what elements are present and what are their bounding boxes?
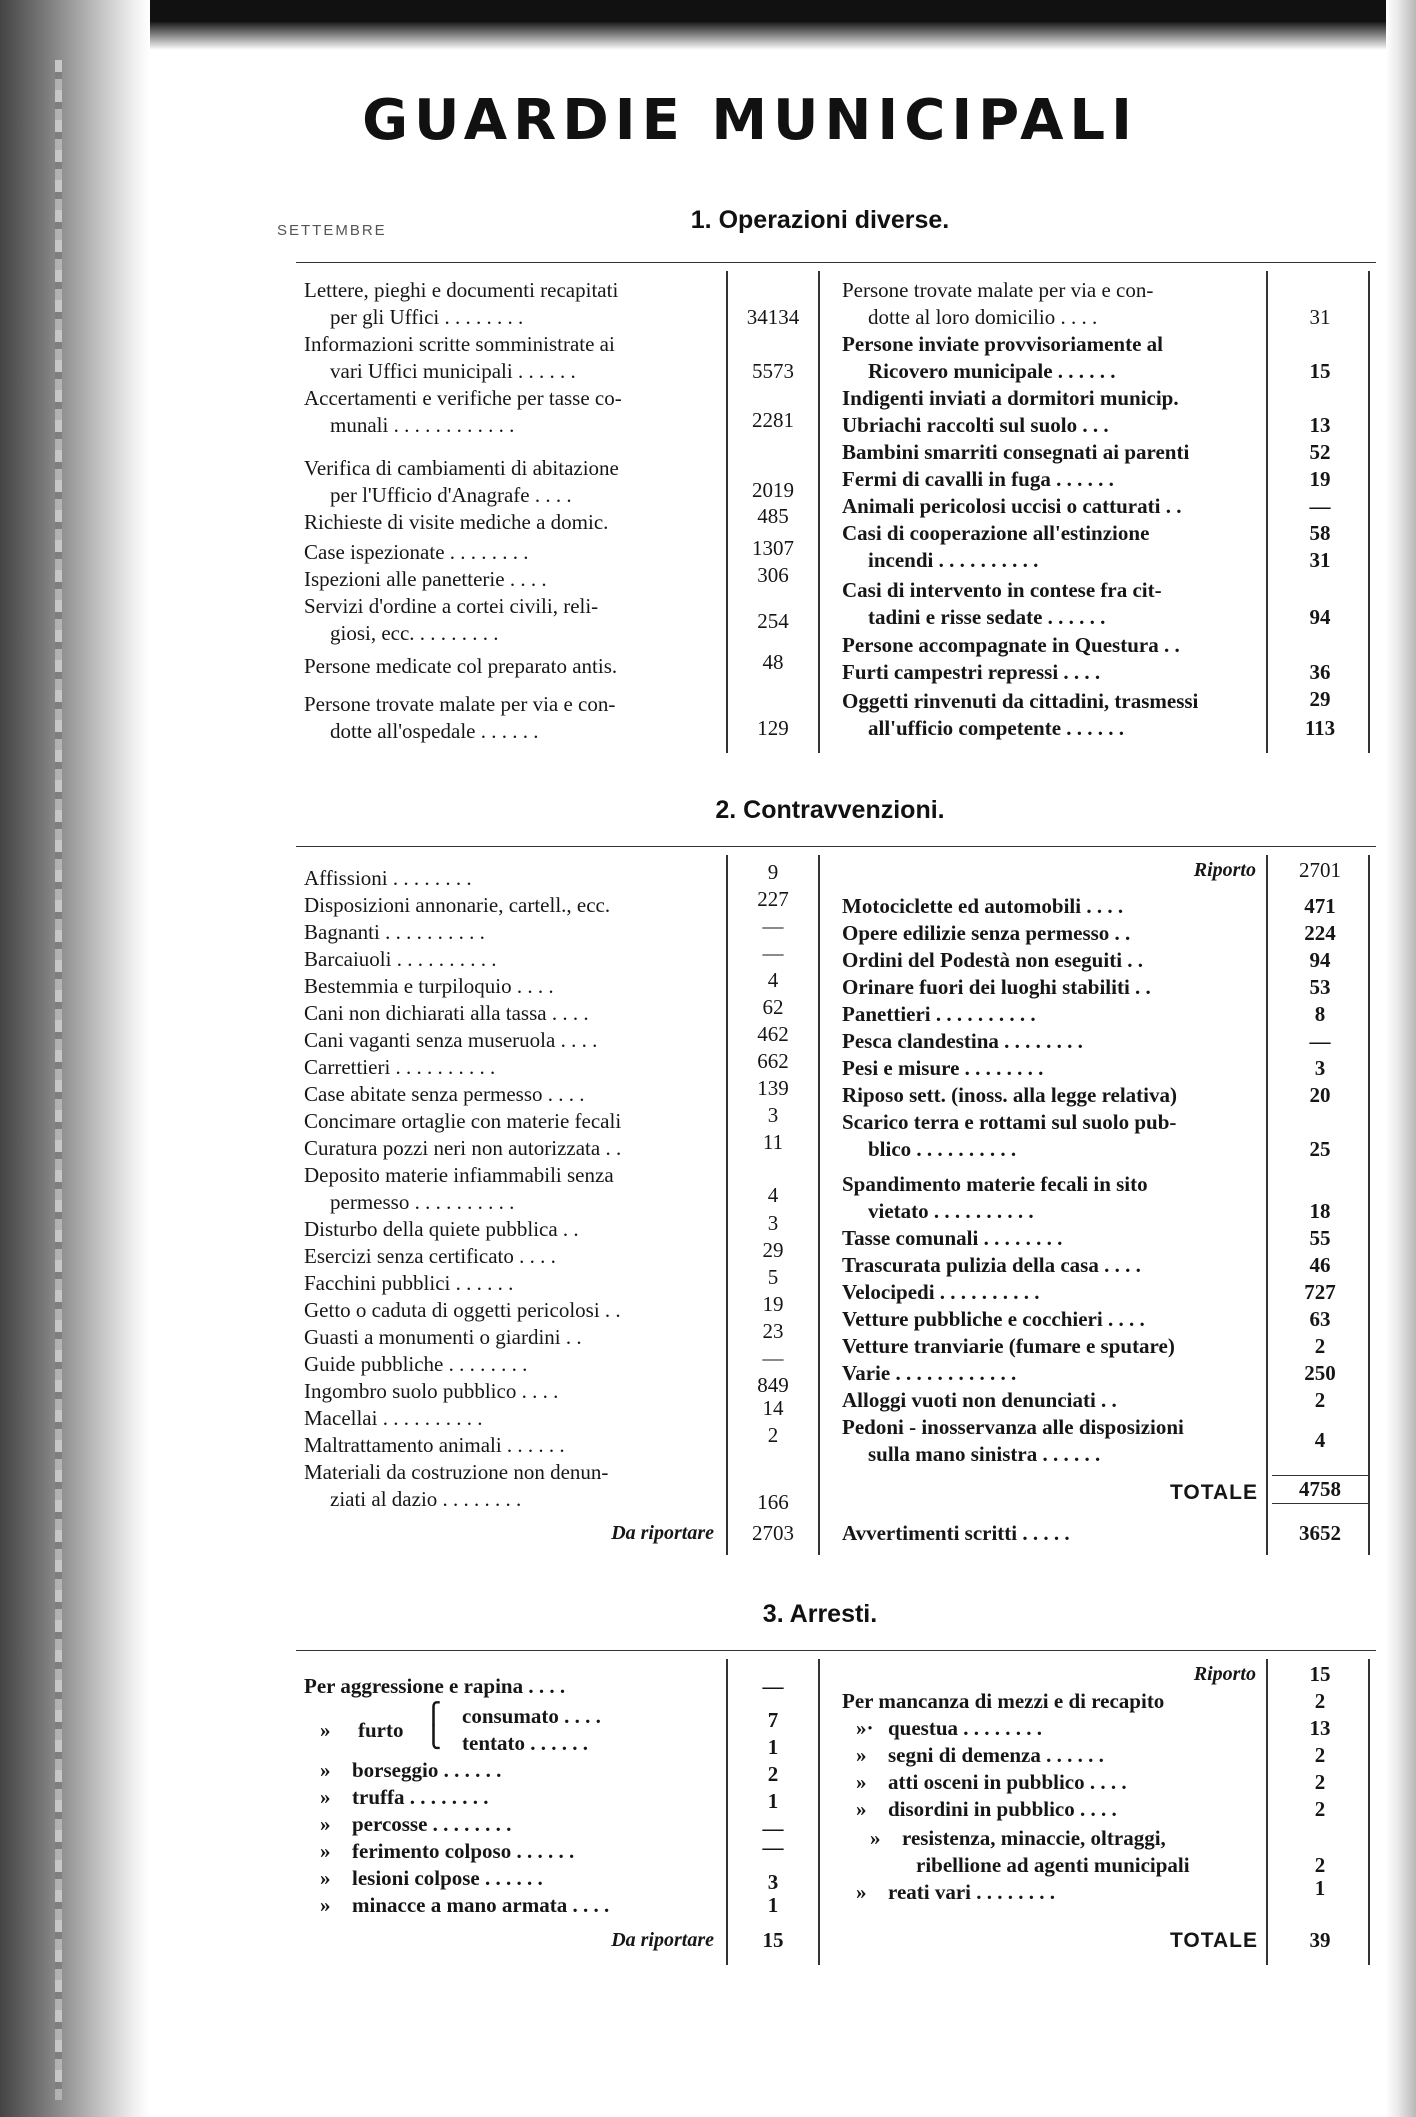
right-total — [842, 1479, 1376, 1506]
text-cell: Case ispezionate . . . . . . . . — [304, 540, 529, 564]
text-cell: » — [856, 1770, 867, 1794]
text-cell: 2 — [1314, 1770, 1326, 1794]
text-cell: 18 — [1309, 1199, 1331, 1223]
text-cell: dotte all'ospedale . . . . . . — [330, 719, 539, 743]
text-cell: Riporto — [1193, 859, 1256, 881]
text-cell: Ricovero municipale . . . . . . — [868, 359, 1116, 383]
list-item — [304, 1459, 824, 1513]
text-cell: tentato . . . . . . — [462, 1731, 588, 1755]
text-cell: giosi, ecc. . . . . . . . . — [330, 621, 499, 645]
right-total — [842, 1927, 1376, 1954]
column-rule — [818, 1659, 820, 1965]
text-cell: 5 — [767, 1265, 779, 1289]
text-cell: Da riportare — [611, 1522, 714, 1544]
text-cell: 166 — [757, 1490, 789, 1514]
list-item — [842, 1360, 1376, 1387]
text-cell: 15 — [1309, 359, 1331, 383]
text-cell: 23 — [762, 1319, 784, 1343]
text-cell: » — [856, 1880, 867, 1904]
text-cell: Bambini smarriti consegnati ai parenti — [842, 440, 1190, 464]
text-cell: 11 — [762, 1130, 784, 1154]
text-cell: 4 — [1314, 1428, 1326, 1452]
list-item — [842, 277, 1376, 331]
section-1-title: 1. Operazioni diverse. — [690, 206, 950, 234]
text-cell: 2 — [1314, 1853, 1326, 1877]
list-item — [842, 1055, 1376, 1082]
text-cell: consumato . . . . — [462, 1704, 601, 1728]
text-cell: 2281 — [752, 408, 794, 432]
text-cell: resistenza, minaccie, oltraggi, — [902, 1826, 1166, 1850]
text-cell: Oggetti rinvenuti da cittadini, trasmessi — [842, 689, 1199, 713]
text-cell: vari Uffici municipali . . . . . . — [330, 359, 576, 383]
text-cell: ⎧ — [426, 1703, 441, 1725]
text-cell: Persone trovate malate per via e con- — [842, 278, 1154, 302]
list-item — [304, 277, 824, 331]
text-cell: Deposito materie infiammabili senza — [304, 1163, 614, 1187]
text-cell: Informazioni scritte somministrate ai — [304, 332, 615, 356]
left-carry-forward — [304, 1520, 824, 1547]
text-cell: borseggio . . . . . . — [352, 1758, 502, 1782]
text-cell: Panettieri . . . . . . . . . . — [842, 1002, 1036, 1026]
section-1-table — [296, 262, 1376, 754]
text-cell: 58 — [1309, 521, 1331, 545]
written-warnings — [842, 1520, 1376, 1547]
text-cell: Macellai . . . . . . . . . . — [304, 1406, 483, 1430]
text-cell: ziati al dazio . . . . . . . . — [330, 1487, 522, 1511]
text-cell: 1 — [767, 1789, 779, 1813]
text-cell: 250 — [1304, 1361, 1336, 1385]
page-title: GUARDIE MUNICIPALI — [362, 88, 1138, 153]
text-cell: 13 — [1309, 413, 1331, 437]
list-item — [842, 920, 1376, 947]
text-cell: Persone trovate malate per via e con- — [304, 692, 616, 716]
text-cell: Alloggi vuoti non denunciati . . — [842, 1388, 1117, 1412]
text-cell: ⎩ — [426, 1727, 441, 1749]
text-cell: Persone medicate col preparato antis. — [304, 654, 618, 678]
text-cell: Materiali da costruzione non denun- — [304, 1460, 609, 1484]
text-cell: Accertamenti e verifiche per tasse co- — [304, 386, 622, 410]
text-cell: 2703 — [752, 1521, 794, 1545]
text-cell: 2 — [767, 1762, 779, 1786]
text-cell: ribellione ad agenti municipali — [916, 1853, 1190, 1877]
text-cell: 3 — [1314, 1056, 1326, 1080]
list-item — [842, 893, 1376, 920]
list-item — [842, 1082, 1376, 1109]
month-label: SETTEMBRE — [277, 222, 387, 239]
list-item — [304, 1162, 824, 1216]
text-cell: Disposizioni annonarie, cartell., ecc. — [304, 893, 611, 917]
text-cell: 29 — [1309, 687, 1331, 711]
text-cell: 1 — [767, 1735, 779, 1759]
text-cell: munali . . . . . . . . . . . . — [330, 413, 515, 437]
list-item — [842, 1171, 1376, 1225]
text-cell: Riporto — [1193, 1663, 1256, 1685]
text-cell: Vetture tranviarie (fumare e sputare) — [842, 1334, 1175, 1358]
text-cell: 13 — [1309, 1716, 1331, 1740]
text-cell: » — [320, 1839, 331, 1863]
list-item — [842, 1688, 1376, 1715]
text-cell: segni di demenza . . . . . . — [888, 1743, 1104, 1767]
text-cell: 2701 — [1299, 858, 1341, 882]
text-cell: Verifica di cambiamenti di abitazione — [304, 456, 619, 480]
text-cell: 14 — [762, 1396, 784, 1420]
list-item — [842, 974, 1376, 1001]
text-cell: 1 — [767, 1893, 779, 1917]
text-cell: Animali pericolosi uccisi o catturati . . — [842, 494, 1182, 518]
right-carry-over — [842, 857, 1376, 884]
text-cell: 254 — [757, 609, 789, 633]
text-cell: 3 — [767, 1103, 779, 1127]
text-cell: reati vari . . . . . . . . — [888, 1880, 1055, 1904]
text-cell: 29 — [762, 1238, 784, 1262]
text-cell: Esercizi senza certificato . . . . — [304, 1244, 556, 1268]
left-carry-forward — [304, 1927, 824, 1954]
text-cell: » — [320, 1893, 331, 1917]
text-cell: Tasse comunali . . . . . . . . — [842, 1226, 1063, 1250]
text-cell: 15 — [1309, 1662, 1331, 1686]
text-cell: 94 — [1309, 605, 1331, 629]
text-cell: minacce a mano armata . . . . — [352, 1893, 610, 1917]
text-cell: 31 — [1309, 548, 1331, 572]
list-item — [304, 455, 824, 509]
text-cell: 3 — [767, 1870, 779, 1894]
text-cell: Per mancanza di mezzi e di recapito — [842, 1689, 1165, 1713]
text-cell: Affissioni . . . . . . . . — [304, 866, 472, 890]
text-cell: 39 — [1309, 1928, 1331, 1952]
text-cell: 462 — [757, 1022, 789, 1046]
list-item — [842, 1306, 1376, 1333]
text-cell: 94 — [1309, 948, 1331, 972]
text-cell: Ingombro suolo pubblico . . . . — [304, 1379, 559, 1403]
text-cell: » — [320, 1718, 331, 1742]
text-cell: furto — [358, 1718, 404, 1742]
list-item — [842, 947, 1376, 974]
section-3-table — [296, 1650, 1376, 1966]
text-cell: Indigenti inviati a dormitori municip. — [842, 386, 1179, 410]
text-cell: 1 — [1314, 1876, 1326, 1900]
text-cell: Riposo sett. (inoss. alla legge relativa) — [842, 1083, 1177, 1107]
text-cell: Fermi di cavalli in fuga . . . . . . — [842, 467, 1114, 491]
text-cell: Guide pubbliche . . . . . . . . — [304, 1352, 528, 1376]
list-item — [842, 1109, 1376, 1163]
text-cell: Spandimento materie fecali in sito — [842, 1172, 1148, 1196]
text-cell: — — [762, 1346, 784, 1370]
text-cell: 3 — [767, 1211, 779, 1235]
text-cell: 113 — [1304, 716, 1336, 740]
text-cell: percosse . . . . . . . . — [352, 1812, 512, 1836]
text-cell: — — [762, 1816, 784, 1840]
text-cell: 63 — [1309, 1307, 1331, 1331]
text-cell: Pedoni - inosservanza alle disposizioni — [842, 1415, 1184, 1439]
text-cell: 31 — [1309, 305, 1331, 329]
text-cell: 4 — [767, 1183, 779, 1207]
text-cell: Casi di intervento in contese fra cit- — [842, 578, 1162, 602]
text-cell: 139 — [757, 1076, 789, 1100]
list-item — [842, 1279, 1376, 1306]
section-3-title: 3. Arresti. — [762, 1600, 878, 1628]
text-cell: Carrettieri . . . . . . . . . . — [304, 1055, 496, 1079]
text-cell: 4 — [767, 968, 779, 992]
text-cell: 485 — [757, 504, 789, 528]
list-item — [304, 1673, 824, 1700]
text-cell: Guasti a monumenti o giardini . . — [304, 1325, 582, 1349]
text-cell: Persone inviate provvisoriamente al — [842, 332, 1163, 356]
text-cell: 15 — [762, 1928, 784, 1952]
list-item — [842, 688, 1376, 742]
text-cell: 48 — [762, 650, 784, 674]
list-item — [304, 331, 824, 385]
list-item — [842, 1001, 1376, 1028]
text-cell: TOTALE — [1169, 1929, 1258, 1952]
text-cell: TOTALE — [1169, 1481, 1258, 1504]
text-cell: Getto o caduta di oggetti pericolosi . . — [304, 1298, 621, 1322]
text-cell: 2019 — [752, 478, 794, 502]
text-cell: 471 — [1304, 894, 1336, 918]
text-cell: » — [870, 1826, 881, 1850]
text-cell: Persone accompagnate in Questura . . — [842, 633, 1180, 657]
text-cell: Lettere, pieghi e documenti recapitati — [304, 278, 619, 302]
text-cell: — — [762, 914, 784, 938]
text-cell: Disturbo della quiete pubblica . . — [304, 1217, 579, 1241]
text-cell: Furti campestri repressi . . . . — [842, 660, 1101, 684]
text-cell: 36 — [1309, 660, 1331, 684]
text-cell: per l'Ufficio d'Anagrafe . . . . — [330, 483, 572, 507]
text-cell: 2 — [1314, 1743, 1326, 1767]
text-cell: blico . . . . . . . . . . — [868, 1137, 1017, 1161]
list-item — [304, 385, 824, 439]
list-item — [304, 1423, 824, 1459]
text-cell: Casi di cooperazione all'estinzione — [842, 521, 1150, 545]
list-item — [842, 1387, 1376, 1414]
text-cell: Motociclette ed automobili . . . . — [842, 894, 1124, 918]
text-cell: per gli Uffici . . . . . . . . — [330, 305, 524, 329]
text-cell: 1307 — [752, 536, 794, 560]
list-item — [304, 650, 824, 680]
text-cell: Da riportare — [611, 1929, 714, 1951]
text-cell: 727 — [1304, 1280, 1336, 1304]
text-cell: vietato . . . . . . . . . . — [868, 1199, 1034, 1223]
text-cell: — — [1309, 494, 1331, 518]
list-item — [842, 577, 1376, 631]
text-cell: — — [762, 1835, 784, 1859]
list-item — [842, 1252, 1376, 1279]
text-cell: Bagnanti . . . . . . . . . . — [304, 920, 485, 944]
text-cell: Ordini del Podestà non eseguiti . . — [842, 948, 1144, 972]
text-cell: permesso . . . . . . . . . . — [330, 1190, 515, 1214]
list-item — [304, 593, 824, 647]
text-cell: 62 — [762, 995, 784, 1019]
text-cell: Concimare ortaglie con materie fecali — [304, 1109, 622, 1133]
text-cell: 8 — [1314, 1002, 1326, 1026]
text-cell: » — [320, 1758, 331, 1782]
section-2-table — [296, 846, 1376, 1558]
text-cell: 5573 — [752, 359, 794, 383]
list-item — [842, 1028, 1376, 1055]
list-item — [304, 691, 824, 745]
text-cell: Pesi e misure . . . . . . . . — [842, 1056, 1044, 1080]
text-cell: all'ufficio competente . . . . . . — [868, 716, 1125, 740]
text-cell: » — [856, 1797, 867, 1821]
text-cell: 849 — [757, 1373, 789, 1397]
text-cell: Vetture pubbliche e cocchieri . . . . — [842, 1307, 1145, 1331]
list-item — [842, 1333, 1376, 1360]
text-cell: — — [1309, 1029, 1331, 1053]
text-cell: 25 — [1309, 1137, 1331, 1161]
text-cell: 19 — [762, 1292, 784, 1316]
text-cell: atti osceni in pubblico . . . . — [888, 1770, 1127, 1794]
text-cell: » — [320, 1866, 331, 1890]
text-cell: incendi . . . . . . . . . . — [868, 548, 1039, 572]
text-cell: Curatura pozzi neri non autorizzata . . — [304, 1136, 622, 1160]
text-cell: Ispezioni alle panetterie . . . . — [304, 567, 547, 591]
text-cell: Orinare fuori dei luoghi stabiliti . . — [842, 975, 1151, 999]
text-cell: » — [320, 1812, 331, 1836]
text-cell: 2 — [1314, 1797, 1326, 1821]
text-cell: » — [320, 1785, 331, 1809]
text-cell: Ubriachi raccolti sul suolo . . . — [842, 413, 1109, 437]
text-cell: dotte al loro domicilio . . . . — [868, 305, 1098, 329]
text-cell: sulla mano sinistra . . . . . . — [868, 1442, 1101, 1466]
text-cell: 2 — [1314, 1334, 1326, 1358]
text-cell: 4758 — [1272, 1475, 1368, 1504]
right-carry-over — [842, 1661, 1376, 1688]
text-cell: Opere edilizie senza permesso . . — [842, 921, 1131, 945]
text-cell: 227 — [757, 887, 789, 911]
list-item — [304, 1130, 824, 1162]
text-cell: tadini e risse sedate . . . . . . — [868, 605, 1106, 629]
text-cell: disordini in pubblico . . . . — [888, 1797, 1117, 1821]
text-cell: Case abitate senza permesso . . . . — [304, 1082, 585, 1106]
text-cell: Varie . . . . . . . . . . . . — [842, 1361, 1017, 1385]
text-cell: 52 — [1309, 440, 1331, 464]
text-cell: 2 — [1314, 1689, 1326, 1713]
text-cell: Pesca clandestina . . . . . . . . — [842, 1029, 1083, 1053]
text-cell: Trascurata pulizia della casa . . . . — [842, 1253, 1141, 1277]
text-cell: 55 — [1309, 1226, 1331, 1250]
text-cell: Bestemmia e turpiloquio . . . . — [304, 974, 554, 998]
text-cell: 2 — [1314, 1388, 1326, 1412]
list-item — [842, 331, 1376, 385]
text-cell: 224 — [1304, 921, 1336, 945]
text-cell: truffa . . . . . . . . — [352, 1785, 489, 1809]
text-cell: » — [856, 1743, 867, 1767]
text-cell: »· — [856, 1716, 874, 1740]
text-cell: Cani non dichiarati alla tassa . . . . — [304, 1001, 589, 1025]
list-item — [842, 1414, 1376, 1468]
text-cell: 20 — [1309, 1083, 1331, 1107]
text-cell: Per aggressione e rapina . . . . — [304, 1674, 566, 1698]
text-cell: Cani vaganti senza museruola . . . . — [304, 1028, 598, 1052]
list-item — [304, 563, 824, 593]
text-cell: lesioni colpose . . . . . . — [352, 1866, 543, 1890]
text-cell: 34134 — [746, 305, 800, 329]
text-cell: 19 — [1309, 467, 1331, 491]
text-cell: 3652 — [1299, 1521, 1341, 1545]
text-cell: — — [762, 1674, 784, 1698]
text-cell: Facchini pubblici . . . . . . — [304, 1271, 514, 1295]
text-cell: Servizi d'ordine a cortei civili, reli- — [304, 594, 599, 618]
list-item — [304, 504, 824, 536]
text-cell: ferimento colposo . . . . . . — [352, 1839, 575, 1863]
list-item — [842, 520, 1376, 574]
text-cell: 53 — [1309, 975, 1331, 999]
text-cell: 662 — [757, 1049, 789, 1073]
text-cell: 46 — [1309, 1253, 1331, 1277]
text-cell: 306 — [757, 563, 789, 587]
text-cell: Maltrattamento animali . . . . . . — [304, 1433, 565, 1457]
text-cell: Scarico terra e rottami sul suolo pub- — [842, 1110, 1177, 1134]
text-cell: 7 — [767, 1708, 779, 1732]
text-cell: questua . . . . . . . . — [888, 1716, 1043, 1740]
section-2-title: 2. Contravvenzioni. — [715, 796, 945, 824]
text-cell: — — [762, 941, 784, 965]
text-cell: 129 — [757, 716, 789, 740]
text-cell: Barcaiuoli . . . . . . . . . . — [304, 947, 497, 971]
text-cell: Avvertimenti scritti . . . . . — [842, 1521, 1070, 1545]
list-item — [842, 1225, 1376, 1252]
text-cell: 9 — [767, 860, 779, 884]
text-cell: 2 — [767, 1423, 779, 1447]
text-cell: Richieste di visite mediche a domic. — [304, 510, 609, 534]
text-cell: Velocipedi . . . . . . . . . . — [842, 1280, 1040, 1304]
